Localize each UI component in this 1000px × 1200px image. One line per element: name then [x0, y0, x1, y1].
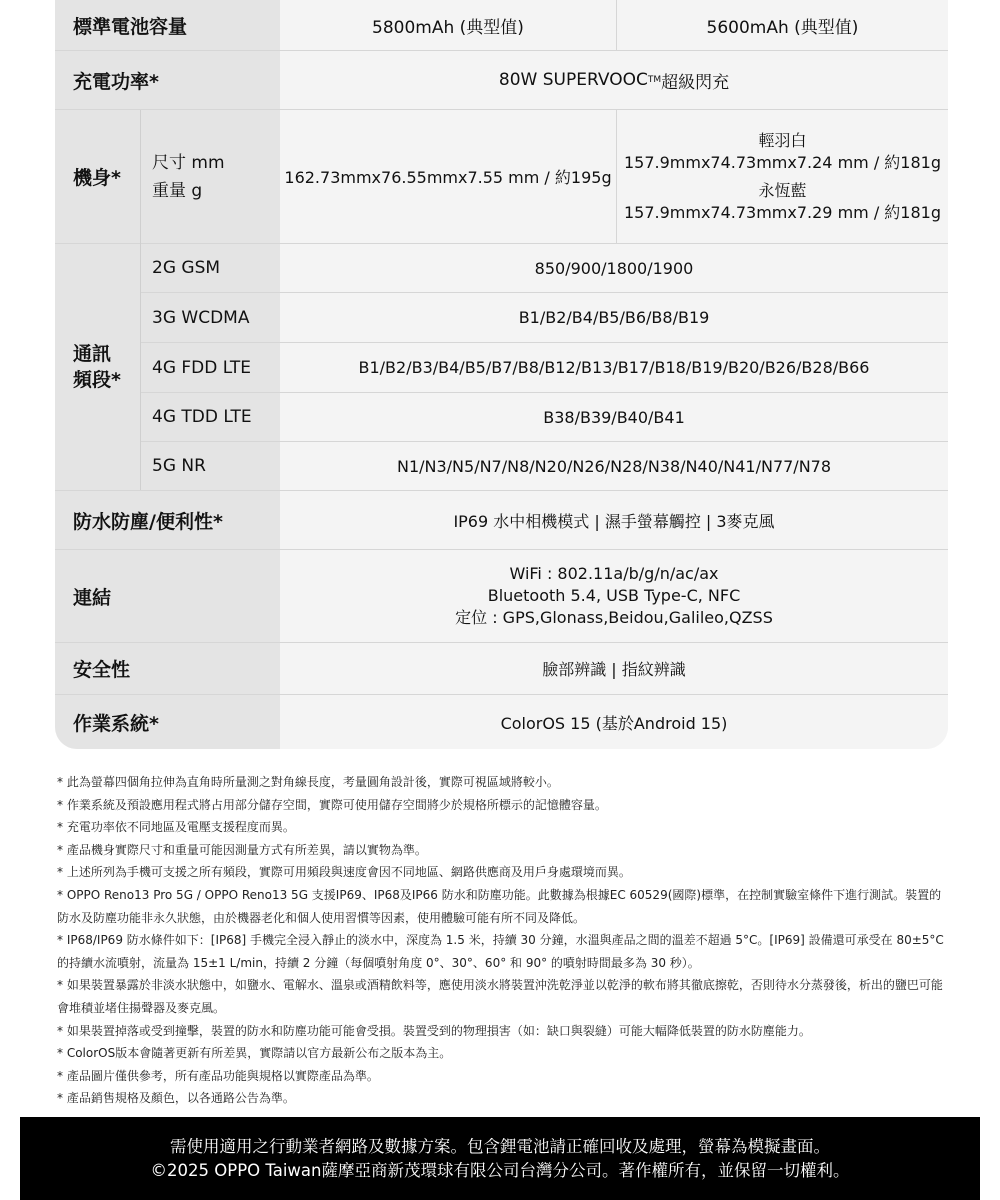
footnote: * 作業系統及預設應用程式將占用部分儲存空間，實際可使用儲存空間將少於規格所標示的記憶體容量。: [57, 797, 607, 812]
footnote: * 產品機身實際尺寸和重量可能因測量方式有所差異，請以實物為準。: [57, 842, 427, 857]
row-divider: [55, 50, 948, 51]
footnote: * OPPO Reno13 Pro 5G / OPPO Reno13 5G 支援IP69、IP68及IP66 防水和防塵功能。此數據為根據EC 60529(國際)標準，在控制實驗室條件下進行測試。裝置的防水及防塵功能非永久狀態，由於機器老化和個人使用習慣等因素，使用體驗可能有所不同及降低。: [57, 887, 942, 925]
band-value: 850/900/1800/1900: [280, 244, 948, 292]
bands-label-line2: 頻段*: [73, 369, 121, 391]
column-divider: [616, 110, 617, 243]
band-name: 2G GSM: [141, 244, 280, 292]
footnote: * 產品銷售規格及顏色，以各通路公告為準。: [57, 1091, 295, 1106]
footer-line-1: 需使用適用之行動業者網路及數據方案。包含鋰電池請正確回收及處理，螢幕為模擬畫面。: [170, 1136, 830, 1156]
footnote: * 如果裝置暴露於非淡水狀態中，如鹽水、電解水、溫泉或酒精飲料等，應使用淡水將裝置沖洗乾淨並以乾淨的軟布將其徹底擦乾，否則待水分蒸發後，析出的鹽巴可能會堆積並堵住揚聲器及麥克風。: [57, 978, 943, 1015]
color-name-white: 輕羽白: [758, 131, 807, 150]
waterproof-label: 防水防塵/便利性*: [55, 491, 280, 549]
footnote: * 產品圖片僅供參考，所有產品功能與規格以實際產品為準。: [57, 1068, 379, 1083]
color-name-blue: 永恆藍: [758, 181, 807, 200]
band-value: B1/B2/B3/B4/B5/B7/B8/B12/B13/B17/B18/B19/B20/B26/B28/B66: [280, 343, 948, 392]
footnote: * 此為螢幕四個角拉伸為直角時所量測之對角線長度，考量圓角設計後，實際可視區域將較小。: [57, 775, 559, 789]
band-name: 4G TDD LTE: [141, 393, 280, 441]
os-value: ColorOS 15 (基於Android 15): [280, 695, 948, 749]
positioning-line: 定位 : GPS,Glonass,Beidou,Galileo,QZSS: [455, 608, 773, 627]
footnote: * 充電功率依不同地區及電壓支援程度而異。: [57, 820, 295, 835]
column-divider: [616, 0, 617, 50]
spec-table: [55, 0, 948, 749]
row-divider: [55, 694, 948, 695]
footer-line-2: ©2025 OPPO Taiwan薩摩亞商新茂環球有限公司台灣分公司。著作權所有，並保留一切權利。: [150, 1160, 850, 1180]
row-divider: [141, 441, 948, 442]
band-name: 4G FDD LTE: [141, 343, 280, 392]
band-value: N1/N3/N5/N7/N8/N20/N26/N28/N38/N40/N41/N77/N78: [280, 442, 948, 490]
bluetooth-line: Bluetooth 5.4, USB Type-C, NFC: [487, 586, 741, 605]
row-divider: [55, 549, 948, 550]
footnote: * ColorOS版本會隨著更新有所差異，實際請以官方最新公布之版本為主。: [57, 1046, 452, 1061]
connectivity-label: 連結: [55, 550, 280, 642]
footnotes: [57, 771, 950, 1110]
charging-value-main: 80W SUPERVOOC: [498, 70, 648, 90]
row-divider: [55, 243, 948, 244]
row-divider: [141, 292, 948, 293]
wifi-line: WiFi : 802.11a/b/g/n/ac/ax: [509, 564, 719, 583]
row-divider: [55, 109, 948, 110]
column-divider: [140, 110, 141, 490]
security-value: 臉部辨識 | 指紋辨識: [280, 643, 948, 694]
dimension-blue: 157.9mmx74.73mmx7.29 mm / 約181g: [623, 203, 942, 222]
weight-sublabel: 重量 g: [152, 180, 203, 201]
trademark-mark: TM: [647, 75, 662, 85]
battery-label: 標準電池容量: [55, 0, 280, 50]
body-label: 機身*: [55, 110, 140, 243]
footnote: * 上述所列為手機可支援之所有頻段，實際可用頻段與速度會因不同地區、網路供應商及用戶身處環境而異。: [57, 865, 631, 880]
size-sublabel: 尺寸 mm: [152, 152, 225, 173]
body-sub-labels: [141, 110, 280, 243]
dimension-white: 157.9mmx74.73mmx7.24 mm / 約181g: [623, 153, 942, 172]
body-value-right: [617, 110, 948, 243]
body-value-left: 162.73mmx76.55mmx7.55 mm / 約195g: [280, 110, 616, 243]
row-divider: [55, 642, 948, 643]
footnote: * 如果裝置掉落或受到撞擊，裝置的防水和防塵功能可能會受損。裝置受到的物理損害（如：缺口與裂縫）可能大幅降低裝置的防水防塵能力。: [57, 1023, 811, 1038]
os-label: 作業系統*: [55, 695, 280, 749]
charging-value: [280, 51, 948, 109]
row-divider: [55, 490, 948, 491]
row-divider: [141, 342, 948, 343]
battery-value-left: 5800mAh (典型值): [280, 0, 616, 50]
charging-value-suffix: 超級閃充: [661, 72, 730, 93]
charging-label: 充電功率*: [55, 51, 280, 109]
connectivity-value: [280, 550, 948, 642]
band-name: 3G WCDMA: [141, 293, 280, 342]
waterproof-value: IP69 水中相機模式 | 濕手螢幕觸控 | 3麥克風: [280, 491, 948, 549]
band-value: B38/B39/B40/B41: [280, 393, 948, 441]
footnote: * IP68/IP69 防水條件如下：[IP68] 手機完全浸入靜止的淡水中，深度為 1.5 米，持續 30 分鐘，水溫與產品之間的溫差不超過 5°C。[IP69] 設備還可承受在 80±5°C 的持續水流噴射，流量為 15±1 L/min，持續 2 分鐘（每個噴射角度 0°、30°、60° 和 90° 的噴射時間最多為 30 秒）。: [57, 933, 944, 970]
battery-value-right: 5600mAh (典型值): [617, 0, 948, 50]
band-value: B1/B2/B4/B5/B6/B8/B19: [280, 293, 948, 342]
band-name: 5G NR: [141, 442, 280, 490]
legal-footer: [20, 1117, 980, 1200]
row-divider: [141, 392, 948, 393]
bands-label-line1: 通訊: [73, 343, 112, 365]
security-label: 安全性: [55, 643, 280, 694]
bands-label: [55, 244, 140, 490]
